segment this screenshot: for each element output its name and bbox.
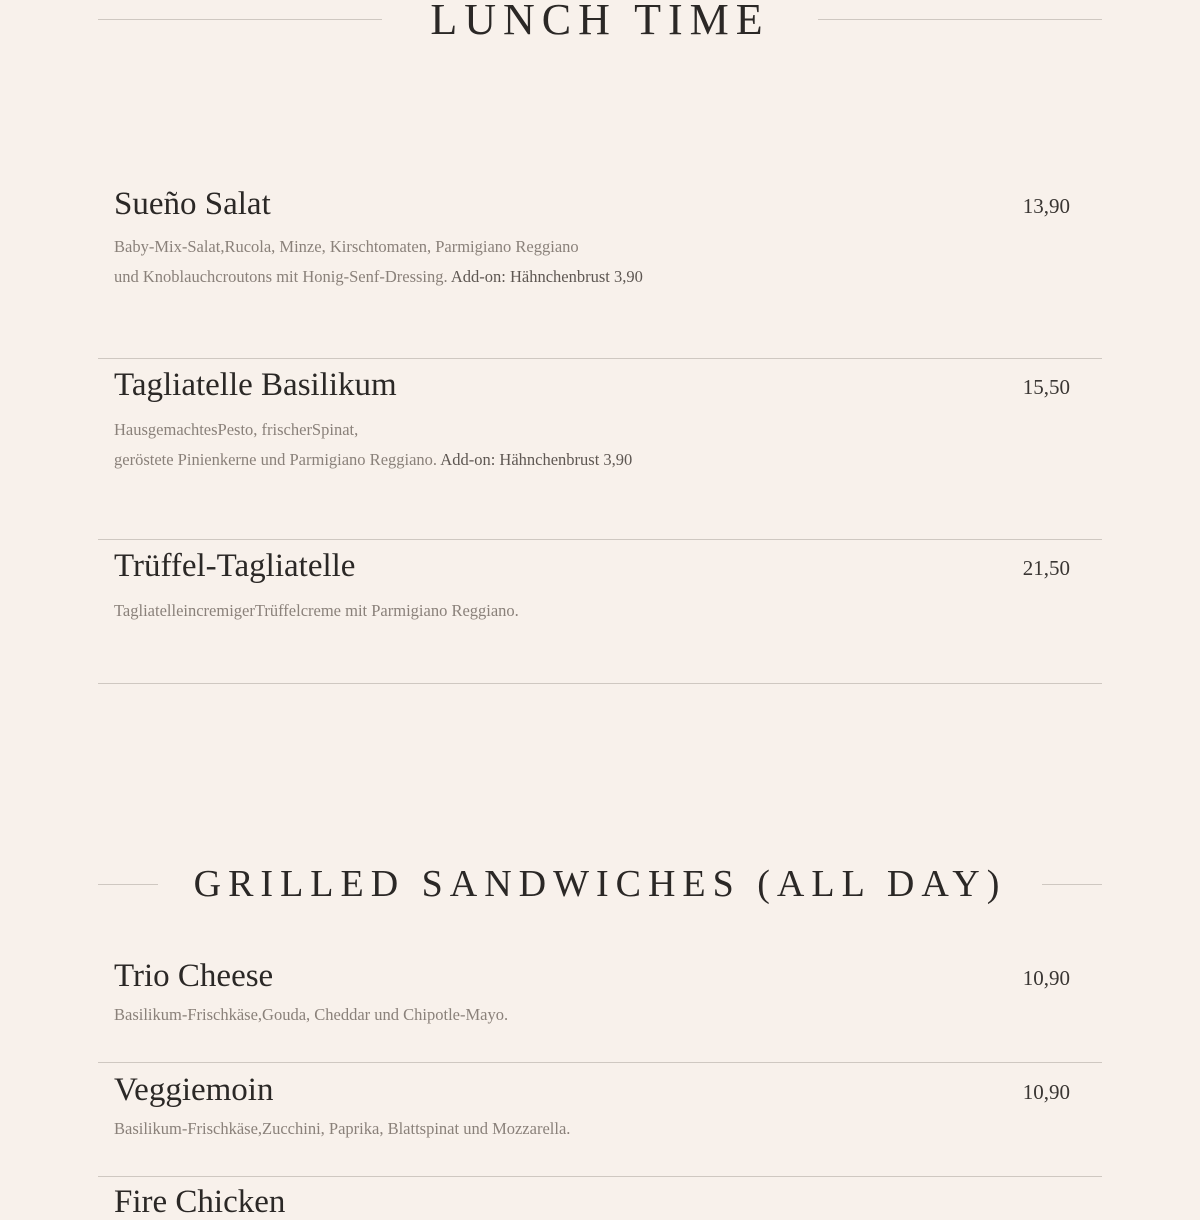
item-description-line-2 [114, 445, 632, 475]
item-description-text: geröstete Pinienkerne und Parmigiano Reggiano. [114, 450, 438, 469]
item-divider [98, 539, 1102, 540]
item-price: 10,90 [1022, 1080, 1070, 1104]
section-divider [98, 683, 1102, 684]
item-description-line-2 [114, 262, 643, 292]
item-description-line-1: TagliatelleincremigerTrüffelcreme mit Parmigiano Reggiano. [114, 601, 519, 620]
item-divider [98, 1176, 1102, 1177]
item-price: 21,50 [1022, 556, 1070, 580]
item-price: 13,90 [1022, 194, 1070, 218]
item-name: Tagliatelle Basilikum [114, 367, 397, 403]
item-name: Fire Chicken [114, 1184, 286, 1220]
item-price: 15,50 [1022, 375, 1070, 399]
item-divider [98, 358, 1102, 359]
item-description-line-1: Basilikum-Frischkäse,Zucchini, Paprika, Blattspinat und Mozzarella. [114, 1119, 571, 1138]
header-rule-left [98, 884, 158, 885]
item-description-line-1: Basilikum-Frischkäse,Gouda, Cheddar und Chipotle-Mayo. [114, 1005, 509, 1024]
section-title: LUNCH TIME [430, 0, 770, 44]
item-addon: Add-on: Hähnchenbrust 3,90 [450, 267, 643, 286]
header-rule-right [818, 19, 1102, 20]
lunch-time-header [98, 0, 1102, 45]
item-description-line-1: HausgemachtesPesto, frischerSpinat, [114, 420, 359, 439]
item-description-line-1: Baby-Mix-Salat,Rucola, Minze, Kirschtomaten, Parmigiano Reggiano [114, 237, 579, 256]
section-title: GRILLED SANDWICHES (ALL DAY) [193, 863, 1007, 905]
item-price: 10,90 [1022, 966, 1070, 990]
item-name: Veggiemoin [114, 1072, 274, 1108]
item-name: Trio Cheese [114, 958, 274, 994]
grilled-sandwiches-header [98, 862, 1102, 906]
item-name: Trüffel-Tagliatelle [114, 548, 356, 584]
item-divider [98, 1062, 1102, 1063]
item-addon: Add-on: Hähnchenbrust 3,90 [440, 450, 633, 469]
item-name: Sueño Salat [114, 186, 271, 222]
header-rule-right [1042, 884, 1102, 885]
header-rule-left [98, 19, 382, 20]
item-description-text: und Knoblauchcroutons mit Honig-Senf-Dressing. [114, 267, 448, 286]
